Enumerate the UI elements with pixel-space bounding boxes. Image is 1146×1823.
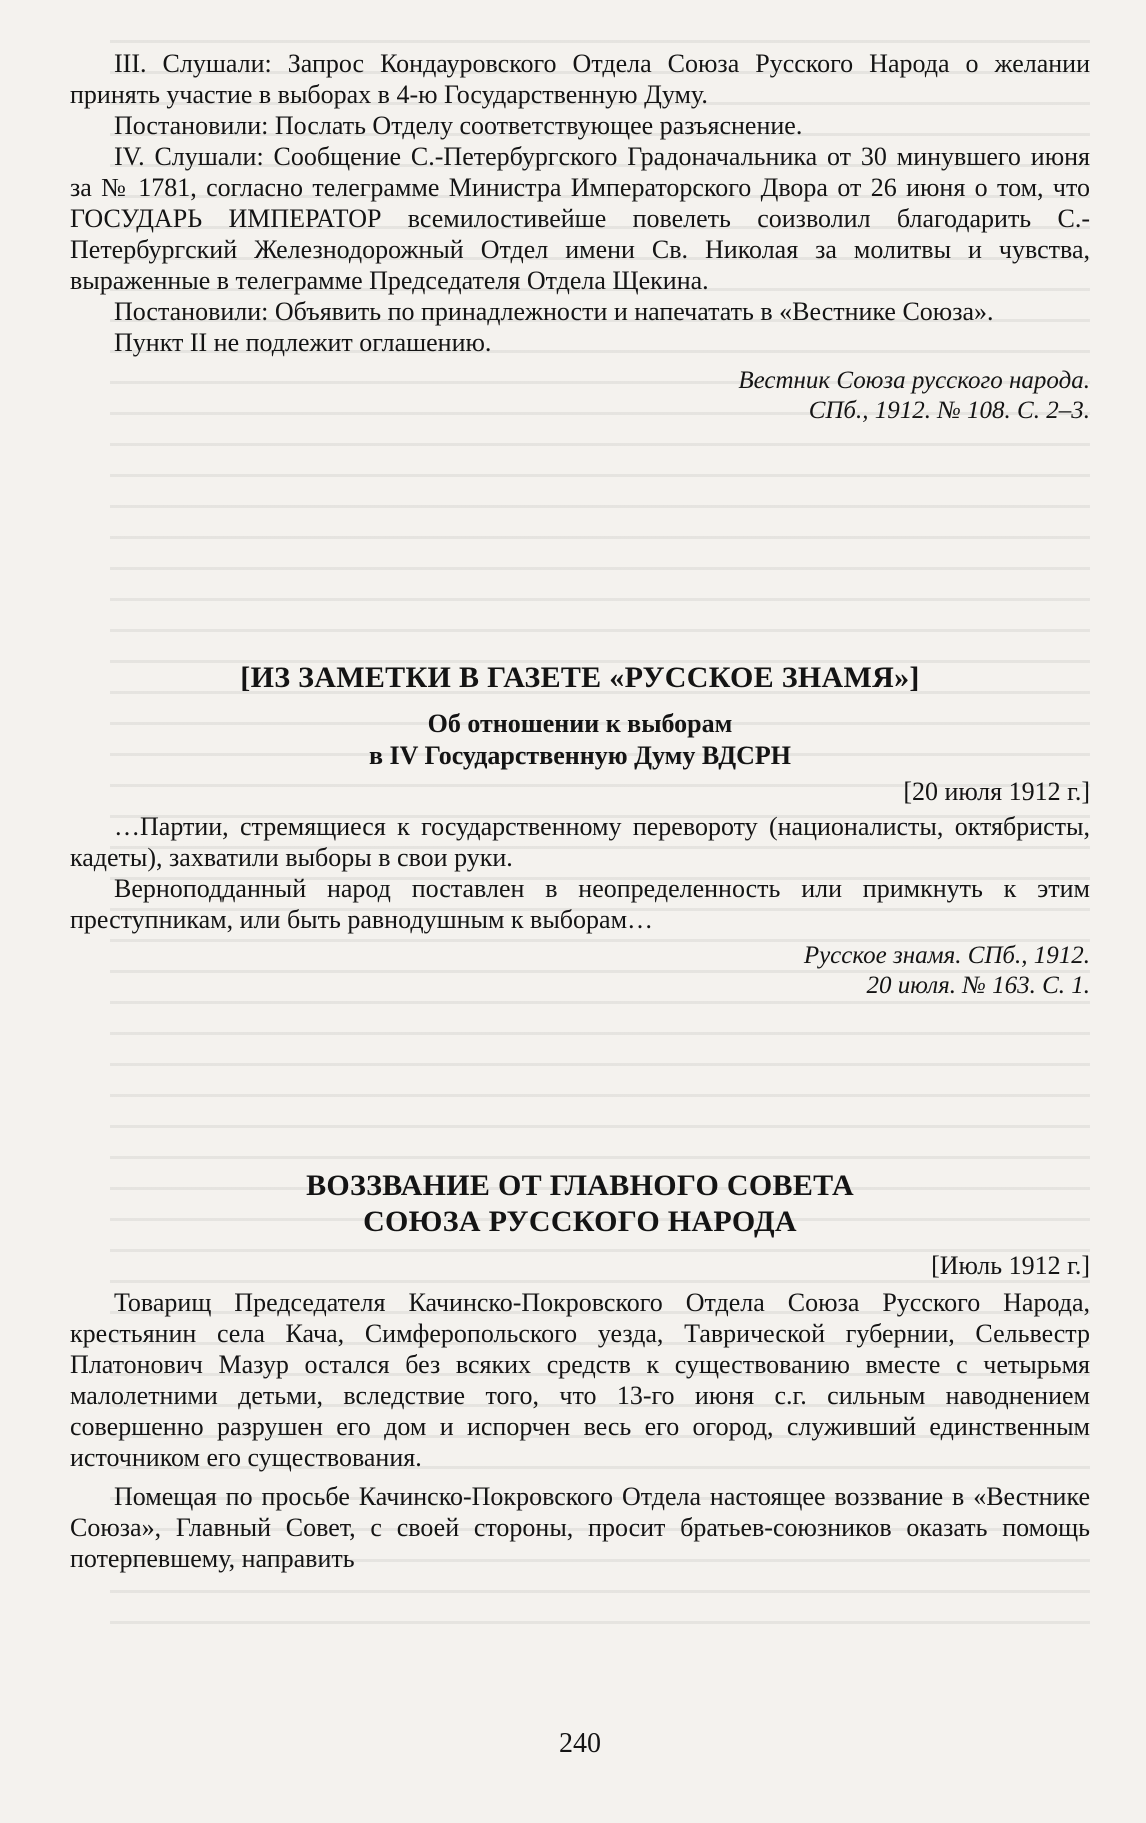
item-iv-resolved: Постановили: Объявить по принадлежности и напечатать в «Вестнике Союза».	[114, 297, 994, 326]
item-ii-note: Пункт II не подлежит оглашению.	[114, 328, 492, 357]
appeal-paragraph-1: Товарищ Председателя Качинско-Покровского Отдела Союза Русского Народа, крестьянин села Кача, Симферопольского уезда, Таврической губернии, Сельвестр Платонович Мазур остался без всяких средств к существованию вместе с четырьмя малолетними детьми, вследствие того, что 13-го июня с.г. сильным наводнением совершенно разрушен его дом и испорчен весь его огород, служивший единственным источником его существования.	[70, 1288, 1090, 1472]
item-iii-resolved: Постановили: Послать Отделу соответствующее разъяснение.	[114, 111, 803, 140]
source-citation-line1: Вестник Союза русского народа.	[738, 367, 1090, 394]
source-citation-line1: Русское знамя. СПб., 1912.	[803, 942, 1090, 969]
note-paragraph-2: Верноподданный народ поставлен в неопределенность или примкнуть к этим преступникам, или быть равнодушным к выборам…	[70, 874, 1090, 934]
appeal-date: [Июль 1912 г.]	[931, 1251, 1090, 1280]
section-date: [20 июля 1912 г.]	[903, 777, 1090, 806]
page-number: 240	[559, 1728, 601, 1759]
section-subtitle-line2: в IV Государственную Думу ВДСРН	[369, 741, 791, 770]
book-page	[70, 48, 1090, 1808]
section-subtitle-line1: Об отношении к выборам	[427, 709, 733, 738]
section-title: [ИЗ ЗАМЕТКИ В ГАЗЕТЕ «РУССКОЕ ЗНАМЯ»]	[240, 661, 920, 694]
source-citation-line2: 20 июля. № 163. С. 1.	[866, 972, 1090, 999]
item-iv-heard: IV. Слушали: Сообщение С.-Петербургского Градоначальника от 30 минувшего июня за № 1781, согласно телеграмме Министра Императорского Двора от 26 июня о том, что ГОСУДАРЬ ИМПЕРАТОР всемилостивейше повелеть соизволил благодарить С.-Петербургский Железнодорожный Отдел имени Св. Николая за молитвы и чувства, выраженные в телеграмме Председателя Отдела Щекина.	[70, 142, 1090, 295]
appeal-title-line2: СОЮЗА РУССКОГО НАРОДА	[363, 1205, 797, 1238]
source-citation-line2: СПб., 1912. № 108. С. 2–3.	[808, 397, 1090, 424]
appeal-section	[70, 1168, 1090, 1574]
appeal-title-line1: ВОЗЗВАНИЕ ОТ ГЛАВНОГО СОВЕТА	[306, 1169, 854, 1202]
newspaper-note-section	[70, 660, 1090, 1001]
note-paragraph-1: …Партии, стремящиеся к государственному перевороту (националисты, октябристы, кадеты), захватили выборы в свои руки.	[70, 812, 1090, 872]
appeal-paragraph-2: Помещая по просьбе Качинско-Покровского Отдела настоящее воззвание в «Вестнике Союза», Главный Совет, с своей стороны, просит братьев-союзников оказать помощь потерпевшему, направить	[70, 1482, 1090, 1573]
protocol-continuation	[70, 48, 1090, 426]
item-iii-heard: III. Слушали: Запрос Кондауровского Отдела Союза Русского Народа о желании принять участие в выборах в 4-ю Государственную Думу.	[70, 49, 1090, 109]
